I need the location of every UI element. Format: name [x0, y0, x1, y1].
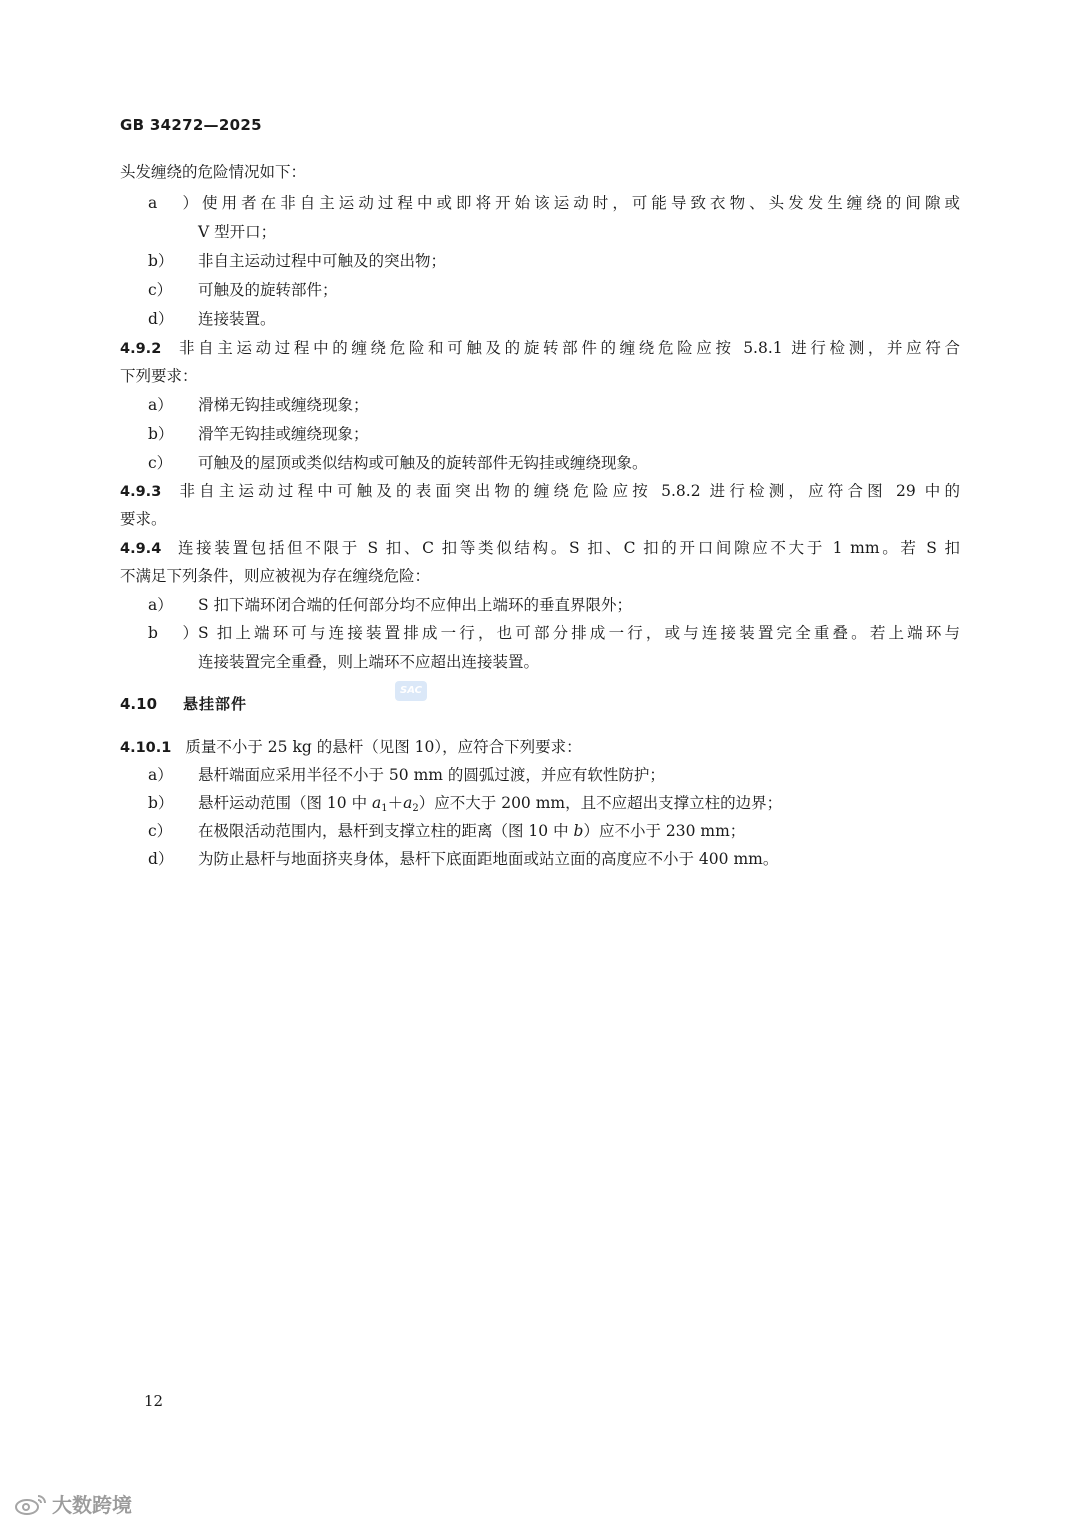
subscript: 2: [412, 803, 419, 814]
list-item-492-b: [148, 424, 960, 444]
heading-number: 4.10: [120, 695, 158, 713]
clause-number: 4.9.3: [120, 484, 162, 500]
symbol-a2: [403, 794, 419, 812]
list-item-hair-a: [148, 193, 960, 213]
list-item-494-b-cont: 连接装置完全重叠，则上端环不应超出连接装置。: [198, 653, 540, 671]
text-part: 悬杆运动范围（图 10 中: [198, 794, 373, 812]
list-marker: c）: [148, 281, 173, 299]
list-text: 非自主运动过程中可触及的突出物；: [198, 252, 447, 270]
clause-4-9-3-cont: 要求。: [120, 510, 167, 528]
list-marker: d）: [148, 850, 174, 868]
clause-number: 4.10.1: [120, 740, 172, 756]
list-marker: a）: [148, 396, 173, 414]
page-number: 12: [144, 1392, 164, 1410]
clause-4-9-2-cont: 下列要求：: [120, 367, 198, 385]
clause-4-10-1: [120, 737, 960, 758]
text-part: ）应不大于 200 mm，且不应超出支撑立柱的边界；: [418, 794, 783, 812]
symbol-a1: [372, 794, 388, 812]
watermark-text: 大数跨境: [52, 1493, 132, 1517]
list-item-hair-c: [148, 280, 960, 300]
text-part: ）应不小于 230 mm；: [583, 822, 746, 840]
list-item-4101-a: [148, 765, 960, 785]
list-item-4101-d: [148, 849, 960, 869]
symbol-letter: a: [403, 794, 413, 812]
list-marker: c）: [148, 822, 173, 840]
clause-4-9-3: [120, 481, 960, 502]
list-text: 滑梯无钩挂或缠绕现象；: [198, 396, 369, 414]
clause-number: 4.9.2: [120, 341, 162, 357]
clause-number: 4.9.4: [120, 541, 162, 557]
list-text: 可触及的屋顶或类似结构或可触及的旋转部件无钩挂或缠绕现象。: [198, 454, 648, 472]
plus-sign: ＋: [387, 794, 404, 812]
list-marker: d）: [148, 310, 174, 328]
list-item-hair-d: [148, 309, 960, 329]
list-item-hair-a-cont: V 型开口；: [198, 223, 277, 241]
list-marker: b）: [148, 425, 174, 443]
sac-logo-stamp: SAC: [395, 681, 427, 701]
list-text: [198, 794, 782, 812]
clause-text: 非自主运动过程中的缠绕危险和可触及的旋转部件的缠绕危险应按 5.8.1 进行检测，并应符合: [175, 339, 960, 357]
list-marker: b）: [148, 252, 174, 270]
list-marker: b）: [148, 624, 198, 642]
watermark: [14, 1489, 132, 1518]
clause-text: 质量不小于 25 kg 的悬杆（见图 10），应符合下列要求：: [185, 738, 582, 756]
list-marker: c）: [148, 454, 173, 472]
text-part: 在极限活动范围内，悬杆到支撑立柱的距离（图 10 中: [198, 822, 574, 840]
subscript: 1: [381, 803, 388, 814]
list-text: 滑竿无钩挂或缠绕现象；: [198, 425, 369, 443]
list-text: 使用者在非自主运动过程中或即将开始该运动时，可能导致衣物、头发发生缠绕的间隙或: [198, 194, 960, 212]
clause-text: 连接装置包括但不限于 S 扣、C 扣等类似结构。S 扣、C 扣的开口间隙应不大于 1 mm。若 S 扣: [175, 539, 960, 557]
symbol-letter: a: [372, 794, 382, 812]
clause-text: 非自主运动过程中可触及的表面突出物的缠绕危险应按 5.8.2 进行检测，应符合图 29 中的: [175, 482, 960, 500]
list-text: S 扣下端环闭合端的任何部分均不应伸出上端环的垂直界限外；: [198, 596, 633, 614]
list-item-492-a: [148, 395, 960, 415]
list-item-hair-b: [148, 251, 960, 271]
weibo-logo-icon: [14, 1492, 48, 1516]
list-marker: a）: [148, 596, 173, 614]
list-marker: a）: [148, 194, 198, 212]
heading-title: 悬挂部件: [183, 695, 248, 713]
hair-intro: 头发缠绕的危险情况如下：: [120, 163, 307, 181]
list-marker: a）: [148, 766, 173, 784]
standard-code: GB 34272—2025: [120, 116, 262, 134]
list-item-494-a: [148, 595, 960, 615]
list-text: 悬杆端面应采用半径不小于 50 mm 的圆弧过渡，并应有软性防护；: [198, 766, 665, 784]
list-text: [198, 822, 745, 840]
list-item-4101-c: [148, 821, 960, 841]
clause-4-9-4: [120, 538, 960, 559]
list-item-492-c: [148, 453, 960, 473]
list-item-4101-b: [148, 793, 960, 819]
list-text: 为防止悬杆与地面挤夹身体，悬杆下底面距地面或站立面的高度应不小于 400 mm。: [198, 850, 779, 868]
list-item-494-b: [148, 623, 960, 643]
symbol-b: b: [573, 822, 584, 840]
clause-4-9-2: [120, 338, 960, 359]
section-heading-4-10: [120, 693, 247, 714]
clause-4-9-4-cont: 不满足下列条件，则应被视为存在缠绕危险：: [120, 567, 431, 585]
list-text: 可触及的旋转部件；: [198, 281, 338, 299]
list-text: S 扣上端环可与连接装置排成一行，也可部分排成一行，或与连接装置完全重叠。若上端环与: [198, 624, 960, 642]
list-text: 连接装置。: [198, 310, 276, 328]
list-marker: b）: [148, 794, 174, 812]
